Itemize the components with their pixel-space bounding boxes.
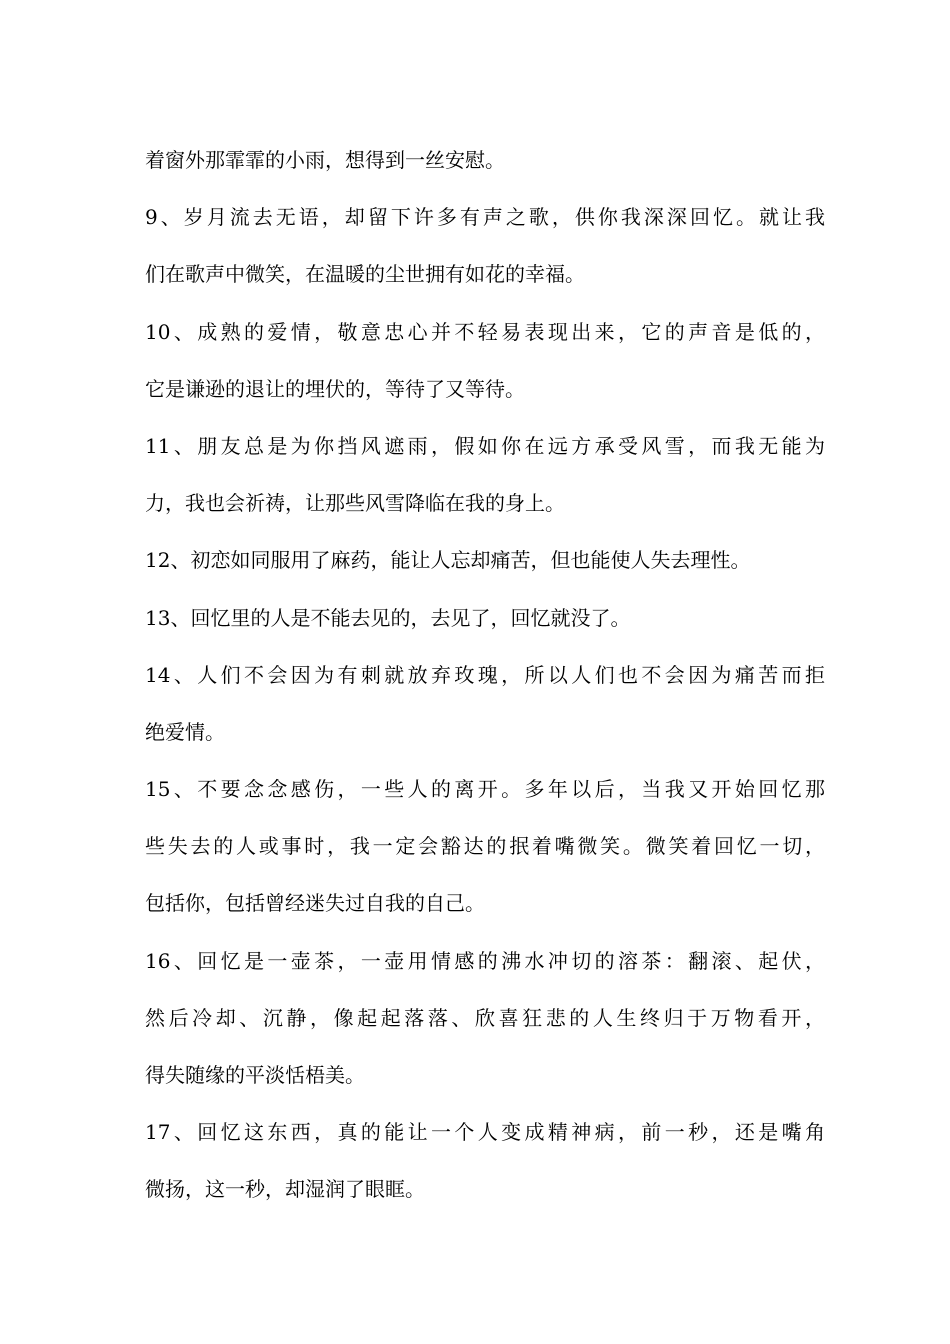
text-line: 绝爱情。 xyxy=(145,719,225,744)
text-line: 9、岁月流去无语，却留下许多有声之歌，供你我深深回忆。就让我 xyxy=(145,205,825,230)
document-body xyxy=(145,132,825,1219)
text-line: 11、朋友总是为你挡风遮雨，假如你在远方承受风雪，而我无能为 xyxy=(145,433,825,458)
text-line: 微扬，这一秒，却湿润了眼眶。 xyxy=(145,1177,425,1202)
text-line: 着窗外那霏霏的小雨，想得到一丝安慰。 xyxy=(145,148,505,172)
text-line: 包括你，包括曾经迷失过自我的自己。 xyxy=(145,891,485,916)
text-line: 17、回忆这东西，真的能让一个人变成精神病，前一秒，还是嘴角 xyxy=(145,1120,825,1145)
text-line: 些失去的人或事时，我一定会豁达的抿着嘴微笑。微笑着回忆一切， xyxy=(145,834,825,859)
text-line: 14、人们不会因为有刺就放弃玫瑰，所以人们也不会因为痛苦而拒 xyxy=(145,662,825,687)
text-line: 10、成熟的爱情，敬意忠心并不轻易表现出来，它的声音是低的， xyxy=(145,319,825,344)
text-line: 们在歌声中微笑，在温暖的尘世拥有如花的幸福。 xyxy=(145,262,585,287)
text-line: 然后冷却、沉静，像起起落落、欣喜狂悲的人生终归于万物看开， xyxy=(145,1005,825,1030)
text-line: 13、回忆里的人是不能去见的，去见了，回忆就没了。 xyxy=(145,605,631,630)
text-line: 得失随缘的平淡恬梧美。 xyxy=(145,1063,365,1087)
text-line: 力，我也会祈祷，让那些风雪降临在我的身上。 xyxy=(145,491,565,516)
text-line: 12、初恋如同服用了麻药，能让人忘却痛苦，但也能使人失去理性。 xyxy=(145,548,751,573)
text-line: 它是谦逊的退让的埋伏的，等待了又等待。 xyxy=(145,376,525,401)
text-line: 16、回忆是一壶茶，一壶用情感的沸水冲切的溶茶：翻滚、起伏， xyxy=(145,948,825,973)
text-line: 15、不要念念感伤，一些人的离开。多年以后，当我又开始回忆那 xyxy=(145,777,825,802)
